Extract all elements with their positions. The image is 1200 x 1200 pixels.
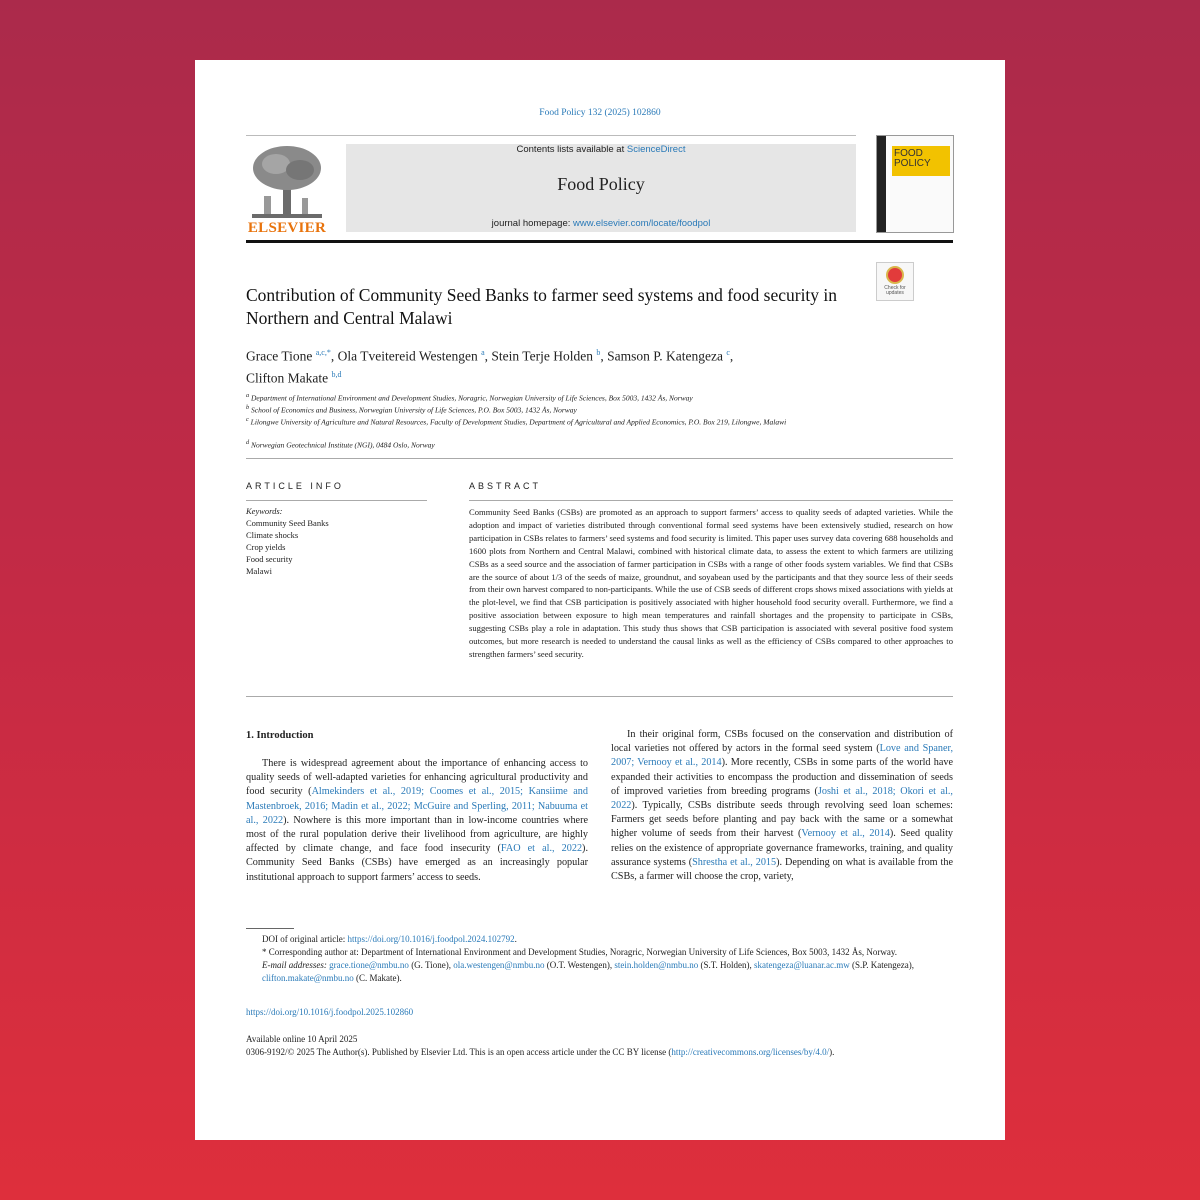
author-affiliation-mark[interactable]: c <box>726 348 730 357</box>
body-text: There is widespread agreement about the importance of enhancing access to quality seeds of well-adapted varieties for enhancing agricultural productivity and food security ( <box>246 758 588 798</box>
affiliation-text: Department of International Environment and Development Studies, Noragric, Norwegian University of Life Sciences, Box 5003, 1432 Ås, Norway <box>251 393 693 403</box>
keyword-item: Malawi <box>246 566 272 576</box>
author-name: Ola Tveitereid Westengen <box>337 348 478 364</box>
check-updates-icon <box>886 266 904 284</box>
footnotes <box>246 933 953 985</box>
abstract-text: Community Seed Banks (CSBs) are promoted as an approach to support farmers’ access to quality seeds of adapted varieties. While the adoption and impact of varieties distributed through conventional formal seed systems have been extensively studied, research on how participation in CSBs relates to farmers’ seed systems and food security is limited. This paper uses survey data covering 688 households and 1600 plots from Northern and Central Malawi, combined with historical climate data, to assess the extent to which farmers are utilizing CSBs as a seed source and the association of farmer participation in CSBs with a range of other foods system variables. We find that CSBs are the source of about 1/3 of the seeds of maize, groundnut, and soyabean used by the participants and that they source less of their seeds from their own harvest compared to non-participants. While the use of CSB seeds of different crops shows mixed associations with yields at the plot-level, we find that CSB participation is positively associated with higher household food security overall. Furthermore, we find a positive association between exposure to high mean temperatures and rainfall shortages and the propensity to participate in CSBs, suggesting CSBs play a role in adaptation. This study thus shows that CSB participation is associated with several positive food system outcomes, but more research is needed to understand the causal links as well as the efficiency of CSBs compared to other approaches to strengthen farmers’ seed security. <box>469 507 953 659</box>
citation-link[interactable]: Almekinders et al., 2019; Coomes et al., 2015; Kansiime and Mastenbroek, 2016; Madin et al., 2022; McGuire and Sperling, 2011; Nabuuma et al., 2022 <box>246 786 588 826</box>
license-text: 0306-9192/© 2025 The Author(s). Published by Elsevier Ltd. This is an open access article under the CC BY license ( <box>246 1047 672 1057</box>
citation-link[interactable]: Joshi et al., 2018; Okori et al., 2022 <box>611 785 953 812</box>
header-thick-rule <box>246 240 953 243</box>
contents-prefix: Contents lists available at <box>516 144 627 155</box>
header-rule <box>246 135 856 136</box>
email-link[interactable]: ola.westengen@nmbu.no <box>453 960 545 970</box>
abstract-heading: ABSTRACT <box>469 481 542 491</box>
check-updates-label: Check for updates <box>884 285 906 296</box>
sciencedirect-link[interactable]: ScienceDirect <box>626 144 686 155</box>
body-text: In their original form, CSBs focused on the conservation and distribution of local varieties not offered by actors in the formal seed system ( <box>611 729 953 755</box>
affiliation-mark: c <box>246 416 249 423</box>
affiliation-mark: d <box>246 439 250 446</box>
journal-title: Food Policy <box>557 174 645 194</box>
email-link[interactable]: clifton.makate@nmbu.no <box>262 973 354 983</box>
email-footnote <box>246 959 953 985</box>
affiliation-mark: a <box>246 392 250 399</box>
elsevier-wordmark: ELSEVIER <box>247 220 327 236</box>
doi-original-prefix: DOI of original article: <box>262 934 348 944</box>
license-line <box>246 1047 966 1057</box>
body-text: ). Nowhere is this more important than in low-income countries where most of the rural population derive their livelihood from agriculture, are highly affected by climate change, and face food insecurity ( <box>246 814 588 855</box>
author-affiliation-mark[interactable]: b <box>596 348 601 357</box>
body-text: ). Community Seed Banks (CSBs) have emerged as an increasingly popular institutional approach to support farmers’ access to seeds. <box>246 843 588 883</box>
email-owner: (S.T. Holden), <box>698 960 755 970</box>
check-for-updates-badge[interactable] <box>876 262 914 301</box>
citation-link[interactable]: Vernooy et al., 2014 <box>801 828 890 840</box>
citation-link[interactable]: Shrestha et al., 2015 <box>692 856 777 868</box>
footnote-rule <box>246 928 294 929</box>
author-affiliation-mark[interactable]: a,c,* <box>315 348 331 357</box>
keyword-item: Climate shocks <box>246 530 299 540</box>
article-info-heading: ARTICLE INFO <box>246 481 344 491</box>
affiliation-d <box>246 437 886 451</box>
article-title: Contribution of Community Seed Banks to farmer seed systems and food security in Northern and Central Malawi <box>246 285 838 328</box>
affiliation-mark: b <box>246 404 250 411</box>
article-info-rule <box>246 500 427 501</box>
doi-original-footnote: DOI of original article: https://doi.org/10.1016/j.foodpol.2024.102792. <box>262 934 517 944</box>
author-name: Clifton Makate <box>246 370 329 385</box>
affiliation-text: Norwegian Geotechnical Institute (NGI), 0484 Oslo, Norway <box>251 440 435 450</box>
keyword-item: Food security <box>246 554 293 564</box>
affiliation-c <box>246 414 886 428</box>
body-text: ). Typically, CSBs distribute seeds through revolving seed loan schemes: Farmers get seeds before planting and pay back with the same or a somewhat higher volume of seeds from their harvest ( <box>611 800 953 840</box>
keywords-label: Keywords: <box>246 506 283 516</box>
author-list: Grace Tione $^{a,c,*}$, Ola Tveitereid Westengen $^a$, Stein Terje Holden $^b$, Samson P. Katengeza $^c$, Clifton Makate $^{b,d}$ <box>246 348 734 385</box>
email-label: E-mail addresses: <box>262 960 330 970</box>
keyword-item: Crop yields <box>246 542 286 552</box>
email-owner: (C. Makate). <box>353 973 402 983</box>
homepage-link[interactable]: www.elsevier.com/locate/foodpol <box>573 218 711 229</box>
doi-original-link[interactable]: https://doi.org/10.1016/j.foodpol.2024.102792 <box>347 934 515 944</box>
keyword-item: Community Seed Banks <box>246 518 329 528</box>
email-link[interactable]: grace.tione@nmbu.no <box>329 960 409 970</box>
body-text: ). Depending on what is available from the CSBs, a farmer will choose the crop, variety, <box>611 856 953 883</box>
affiliation-text: School of Economics and Business, Norwegian University of Life Sciences, P.O. Box 5003, 1432 Ås, Norway <box>251 405 577 415</box>
author-affiliation-mark[interactable]: b,d <box>331 369 342 379</box>
abstract-end-rule <box>246 696 953 697</box>
cover-band <box>877 136 886 232</box>
journal-reference-link[interactable]: Food Policy 132 (2025) 102860 <box>539 108 661 118</box>
section-rule <box>246 458 953 459</box>
body-text: ). Seed quality relies on the existence of appropriate governance frameworks, training, and quality assurance systems ( <box>611 828 953 868</box>
author-name: Stein Terje Holden <box>491 348 593 364</box>
corresponding-author-footnote: * Corresponding author at: Department of International Environment and Development Studies, Noragric, Norwegian University of Life Sciences, Box 5003, 1432 Ås, Norway. <box>262 947 898 957</box>
article-doi-link[interactable]: https://doi.org/10.1016/j.foodpol.2025.102860 <box>246 1007 414 1017</box>
email-owner: (G. Tione), <box>408 960 454 970</box>
email-owner: (S.P. Katengeza), <box>849 960 915 970</box>
email-link[interactable]: stein.holden@nmbu.no <box>614 960 699 970</box>
author-name: Grace Tione <box>246 348 313 364</box>
homepage-prefix: journal homepage: <box>491 218 574 229</box>
intro-column-1 <box>246 757 588 885</box>
introduction-heading: 1. Introduction <box>246 730 314 741</box>
email-link[interactable]: skatengeza@luanar.ac.mw <box>754 960 850 970</box>
license-suffix: ). <box>829 1047 835 1057</box>
license-link[interactable]: http://creativecommons.org/licenses/by/4.0/ <box>671 1047 830 1057</box>
available-online: Available online 10 April 2025 <box>246 1034 358 1044</box>
cover-title: FOOD POLICY <box>894 148 931 169</box>
citation-link[interactable]: FAO et al., 2022 <box>500 843 583 855</box>
affiliation-text: Lilongwe University of Agriculture and Natural Resources, Faculty of Development Studies, Department of Agricultural and Applied Economics, P.O. Box 219, Lilongwe, Malawi <box>250 417 787 427</box>
journal-cover-thumbnail <box>876 135 954 233</box>
citation-link[interactable]: Love and Spaner, 2007; Vernooy et al., 2014 <box>611 743 953 769</box>
homepage-line <box>346 218 856 229</box>
abstract-rule <box>469 500 953 501</box>
author-affiliation-mark[interactable]: a <box>481 348 485 357</box>
contents-line <box>346 144 856 155</box>
author-name: Samson P. Katengeza <box>607 348 723 364</box>
paper-page <box>195 60 1005 1140</box>
email-owner: (O.T. Westengen), <box>544 960 615 970</box>
body-text: ). More recently, CSBs in some parts of the world have expanded their activities to encompass the production and dissemination of seeds of improved varieties from breeding programs ( <box>611 757 953 797</box>
intro-column-2 <box>611 728 953 884</box>
